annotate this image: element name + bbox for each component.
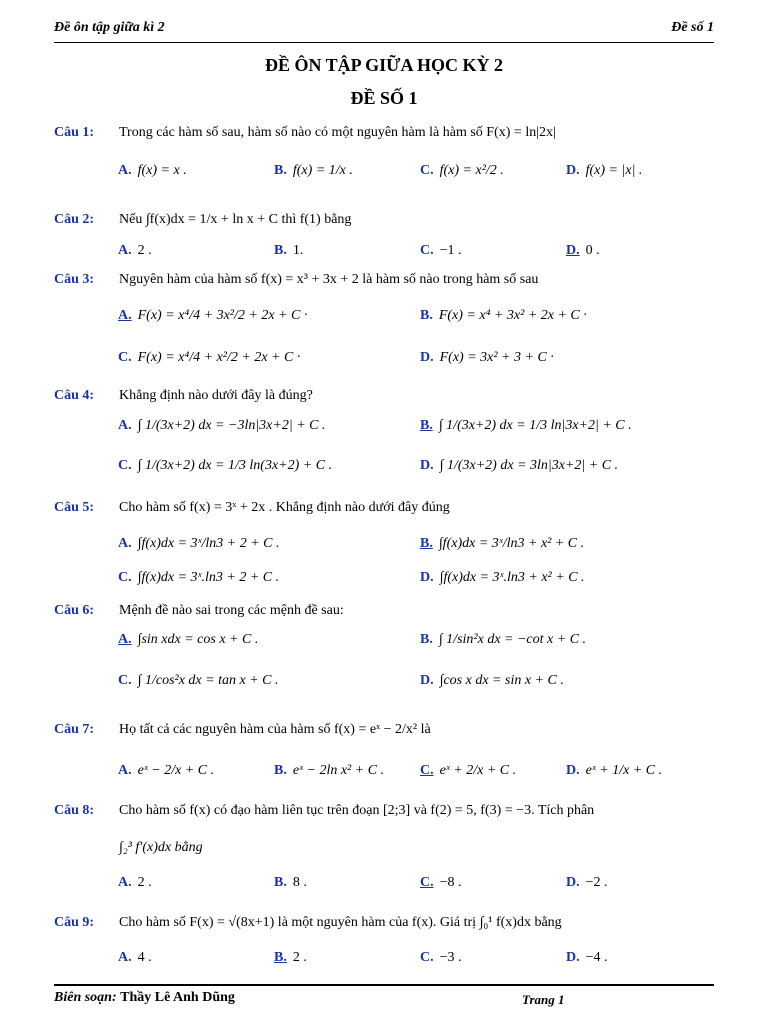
question-number: Câu 4: [54, 388, 95, 403]
question-text: Họ tất cả các nguyên hàm của hàm số f(x) = eˣ − 2/x² là [119, 722, 431, 737]
option-c: C. −3 . [420, 950, 462, 965]
option-d: D. f(x) = |x| . [566, 163, 643, 178]
page-title: ĐỀ ÔN TẬP GIỮA HỌC KỲ 2 [264, 55, 504, 75]
footer-page: Trang 1 [522, 992, 565, 1007]
option-d: D. ∫cos x dx = sin x + C . [420, 673, 564, 688]
option-c: C. ∫f(x)dx = 3ˣ.ln3 + 2 + C . [118, 570, 280, 585]
option-c: C. eˣ + 2/x + C . [420, 763, 517, 778]
option-b: B. 1. [274, 243, 304, 258]
option-a: A. 2 . [118, 243, 152, 258]
question-text: Nguyên hàm của hàm số f(x) = x³ + 3x + 2 là hàm số nào trong hàm số sau [119, 272, 539, 287]
question-number: Câu 8: [54, 803, 95, 818]
option-b: B. 2 . [274, 950, 307, 965]
option-b: B. eˣ − 2ln x² + C . [274, 763, 385, 778]
question-text: Trong các hàm số sau, hàm số nào có một nguyên hàm là hàm số F(x) = ln|2x| [119, 125, 556, 140]
page-header [54, 18, 714, 43]
option-b: B. 8 . [274, 875, 307, 890]
option-a: A. eˣ − 2/x + C . [118, 763, 215, 778]
option-c: C. F(x) = x⁴/4 + x²/2 + 2x + C · [118, 350, 301, 365]
option-a: A. 4 . [118, 950, 152, 965]
option-d: D. −4 . [566, 950, 608, 965]
question-number: Câu 9: [54, 915, 95, 930]
option-b: B. F(x) = x⁴ + 3x² + 2x + C · [420, 308, 587, 323]
option-b: B. ∫ 1/(3x+2) dx = 1/3 ln|3x+2| + C . [420, 418, 632, 433]
option-c: C. ∫ 1/(3x+2) dx = 1/3 ln(3x+2) + C . [118, 458, 333, 473]
option-a: A. ∫f(x)dx = 3ˣ/ln3 + 2 + C . [118, 536, 280, 551]
question-number: Câu 6: [54, 603, 95, 618]
page-footer [54, 984, 714, 1016]
question-number: Câu 7: [54, 722, 95, 737]
option-c: C. ∫ 1/cos²x dx = tan x + C . [118, 673, 279, 688]
question-text: Cho hàm số F(x) = √(8x+1) là một nguyên hàm của f(x). Giá trị ∫₀¹ f(x)dx bằng [119, 915, 562, 930]
question-number: Câu 3: [54, 272, 95, 287]
option-c: C. −8 . [420, 875, 462, 890]
option-a: A. F(x) = x⁴/4 + 3x²/2 + 2x + C · [118, 308, 308, 323]
question-text-cont: ∫₂³ f′(x)dx bằng [119, 840, 203, 855]
footer-author: Biên soạn: Thầy Lê Anh Dũng [54, 990, 235, 1005]
question-number: Câu 5: [54, 500, 95, 515]
option-a: A. 2 . [118, 875, 152, 890]
page-subtitle: ĐỀ SỐ 1 [350, 88, 418, 108]
question-text: Mệnh đề nào sai trong các mệnh đề sau: [119, 603, 344, 618]
question-number: Câu 1: [54, 125, 95, 140]
option-a: A. ∫sin xdx = cos x + C . [118, 632, 259, 647]
option-d: D. ∫ 1/(3x+2) dx = 3ln|3x+2| + C . [420, 458, 619, 473]
question-text: Nếu ∫f(x)dx = 1/x + ln x + C thì f(1) bằng [119, 212, 352, 227]
option-a: A. f(x) = x . [118, 163, 187, 178]
option-d: D. ∫f(x)dx = 3ˣ.ln3 + x² + C . [420, 570, 585, 585]
question-text: Cho hàm số f(x) = 3ˣ + 2x . Khẳng định nào dưới đây đúng [119, 500, 450, 515]
option-b: B. ∫f(x)dx = 3ˣ/ln3 + x² + C . [420, 536, 585, 551]
option-d: D. −2 . [566, 875, 608, 890]
question-number: Câu 2: [54, 212, 95, 227]
option-b: B. f(x) = 1/x . [274, 163, 353, 178]
question-text: Cho hàm số f(x) có đạo hàm liên tục trên đoạn [2;3] và f(2) = 5, f(3) = −3. Tích phân [119, 803, 595, 818]
header-right: Đề số 1 [671, 20, 714, 35]
header-left: Đề ôn tập giữa kì 2 [54, 20, 165, 35]
option-c: C. f(x) = x²/2 . [420, 163, 504, 178]
option-c: C. −1 . [420, 243, 462, 258]
option-b: B. ∫ 1/sin²x dx = −cot x + C . [420, 632, 587, 647]
question-text: Khẳng định nào dưới đây là đúng? [119, 388, 313, 403]
option-a: A. ∫ 1/(3x+2) dx = −3ln|3x+2| + C . [118, 418, 326, 433]
option-d: D. eˣ + 1/x + C . [566, 763, 663, 778]
option-d: D. F(x) = 3x² + 3 + C · [420, 350, 554, 365]
option-d: D. 0 . [566, 243, 600, 258]
